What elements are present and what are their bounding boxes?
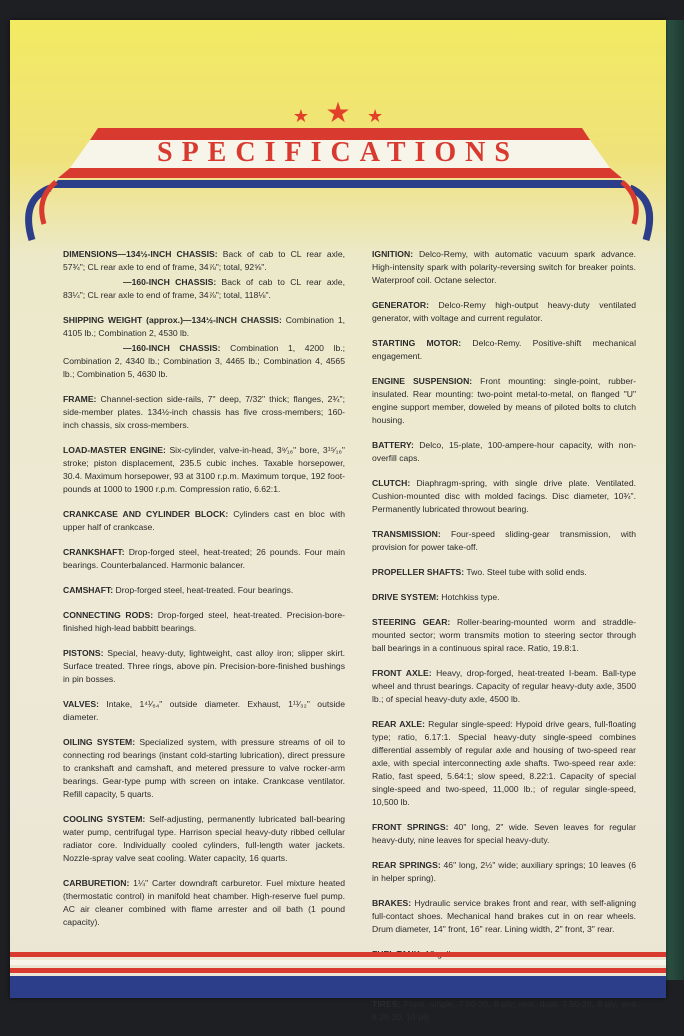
spec-heading: DIMENSIONS—134½-INCH CHASSIS: [63,249,218,259]
right-spec-column [372,248,636,1036]
spec-entry [372,248,636,287]
spec-heading: VALVES: [63,699,99,709]
spec-entry [372,998,636,1024]
spec-entry [372,859,636,885]
spec-heading: GENERATOR: [372,300,429,310]
spec-entry [372,566,636,579]
spec-entry [372,591,636,604]
red-stripe [10,952,666,957]
star-icon: ★ [292,106,309,126]
spec-heading: BATTERY: [372,440,414,450]
spec-heading: LOAD-MASTER ENGINE: [63,445,166,455]
spec-text: Drop-forged steel, heat-treated. Precision-bore-finished high-lead babbitt bearings. [63,610,345,633]
spec-heading: IGNITION: [372,249,414,259]
spec-text: Special, heavy-duty, lightweight, cast alloy iron; slipper skirt. Surface treated. Three rings, above pin. Precision-bore-finished bushings in pin bosses. [63,648,345,684]
spec-entry [372,477,636,516]
spec-entry [63,342,345,381]
spec-entry [372,667,636,706]
spec-sheet-page [10,20,666,1022]
spec-entry [372,375,636,427]
spec-heading: PISTONS: [63,648,104,658]
spec-text: Back of cab to CL rear axle, 83¼"; CL rear axle to end of frame, 34⅞"; total, 118⅛". [63,277,345,300]
spec-entry [63,698,345,724]
red-stripe [10,968,666,973]
spec-text: Delco-Remy. Positive-shift mechanical engagement. [372,338,636,361]
spec-entry [63,393,345,432]
bottom-stripes [10,952,666,998]
spec-entry [63,314,345,340]
spec-heading: CAMSHAFT: [63,585,114,595]
spec-entry [63,276,345,302]
spec-text: Two. Steel tube with solid ends. [464,567,587,577]
spec-text: Combination 1, 4200 lb.; Combination 2, 4340 lb.; Combination 3, 4465 lb.; Combination 4, 4565 lb.; Combination 5, 4630 lb. [63,343,345,379]
page-title: SPECIFICATIONS [157,137,519,168]
spec-entry [372,299,636,325]
spec-text: 40" long, 2" wide. Seven leaves for regular heavy-duty, nine leaves for special heavy-duty. [372,822,636,845]
spec-heading: FRONT AXLE: [372,668,432,678]
spec-heading: OILING SYSTEM: [63,737,136,747]
spec-entry [63,647,345,686]
spec-entry [63,877,345,929]
spec-heading: —160-INCH CHASSIS: [123,277,217,287]
spec-text: Delco, 15-plate, 100-ampere-hour capacity, with non-overfill caps. [372,440,636,463]
spec-text: Delco-Remy, with automatic vacuum spark advance. High-intensity spark with polarity-reversing switch for breaker points. Waterproof coil. Octane selector. [372,249,636,285]
spec-entry [63,736,345,801]
spec-text: Diaphragm-spring, with single drive plate. Ventilated. Cushion-mounted disc with molded facings. Disc diameter, 10¾". Permanently lubricated throwout bearing. [372,478,636,514]
spec-heading: REAR SPRINGS: [372,860,441,870]
spec-entry [372,616,636,655]
spec-text: Four-speed sliding-gear transmission, with provision for power take-off. [372,529,636,552]
spec-heading: ENGINE SUSPENSION: [372,376,473,386]
spec-entry [372,337,636,363]
spec-heading: COOLING SYSTEM: [63,814,146,824]
spec-text: Drop-forged steel, heat-treated; 26 pounds. Four main bearings. Counterbalanced. Harmonic balancer. [63,547,345,570]
spec-heading: PROPELLER SHAFTS: [372,567,465,577]
spec-entry [372,439,636,465]
spec-entry [63,813,345,865]
spec-heading: STARTING MOTOR: [372,338,462,348]
spec-text: Channel-section side-rails, 7" deep, 7/32" thick; flanges, 2¾"; side-member plates. 134½-inch chassis has five cross-members; 160-inch chassis, six cross-members. [63,394,345,430]
spec-entry [372,897,636,936]
spec-text: Self-adjusting, permanently lubricated ball-bearing water pump, centrifugal type. Harrison special heavy-duty ribbed cellular radiator core. Individually cooled cylinders, full-length water jackets. Nozzle-spray valve seat cooling. Water capacity, 16 quarts. [63,814,345,863]
spec-heading: TIRES: [372,999,401,1009]
spec-text: Cylinders cast en bloc with upper half of crankcase. [63,509,346,532]
spec-heading: CARBURETION: [63,878,130,888]
spec-text: Specialized system, with pressure streams of oil to connecting rod bearings (instant cold-starting lubrication), direct pressure to crankshaft and camshaft, and metered pressure to valve rocker-arm bearings. Gear-type pump with screen on intake. Crankcase ventilator. Refill capacity, 5 quarts. [63,737,345,799]
spec-entry [372,528,636,554]
spec-text: Regular single-speed: Hypoid drive gears, full-floating type; ratio, 6.17:1. Special heavy-duty single-speed combines differential assembly of regular axle and housing of two-speed rear axle, with special interconnecting axle shafts. Two-speed rear axle: Ratio, fast speed, 5.64:1; slow speed, 8.22:1. Capacity of special single-speed and two-speed, 11,000 lb.; of regular single-speed, 10,500 lb. [372,719,637,807]
spec-text: Combination 1, 4105 lb.; Combination 2, 4530 lb. [63,315,345,338]
spec-heading: CLUTCH: [372,478,411,488]
spec-heading: DRIVE SYSTEM: [372,592,439,602]
spec-text: Front mounting: single-point, rubber-insulated. Rear mounting: two-point metal-to-metal, on flanged "U" engine support member, doweled by means of piloted bolts to clutch housing. [372,376,636,425]
spec-entry [372,821,636,847]
spec-entry [63,248,345,274]
spec-text: Drop-forged steel, heat-treated. Four bearings. [113,585,294,595]
blue-band [10,976,666,998]
spec-heading: CRANKSHAFT: [63,547,125,557]
spec-heading: REAR AXLE: [372,719,425,729]
spec-text: 1¼" Carter downdraft carburetor. Fuel mixture heated (thermostatic control) in manifold heat chamber. High-reserve fuel pump. AC air cleaner combined with flame arrester and oil bath (1 pound capacity). [63,878,345,927]
spec-entry [63,584,345,597]
spec-text: Intake, 1⁴¹⁄₆₄" outside diameter. Exhaust, 1¹¹⁄₃₂" outside diameter. [63,699,345,722]
spec-text: Delco-Remy high-output heavy-duty ventilated generator, with voltage and current regulator. [372,300,636,323]
spec-text: Roller-bearing-mounted worm and straddle-mounted sector; worm transmits motion to steering sector through ball bearings in a continuous spiral race. Ratio, 19.8:1. [372,617,636,653]
spec-entry [63,444,345,496]
spec-text: Heavy, drop-forged, heat-treated I-beam. Ball-type wheel and thrust bearings. Capacity of regular heavy-duty axle, 3500 lb.; of special heavy-duty axle, 4500 lb. [372,668,636,704]
spec-text: 46" long, 2½" wide; auxiliary springs; 10 leaves (6 in helper spring). [372,860,637,883]
spec-heading: TRANSMISSION: [372,529,441,539]
spec-heading: BRAKES: [372,898,412,908]
spec-text: Hotchkiss type. [438,592,500,602]
spec-heading: CONNECTING RODS: [63,610,154,620]
white-stripe [10,960,666,965]
spec-text: Front, single, 7.50-20, 8-ply; rear, dual, 7.50-20, 8-ply, and 8.25-20, 10-ply. [372,999,636,1022]
spec-entry [63,609,345,635]
spec-heading: SHIPPING WEIGHT (approx.)—134½-INCH CHASSIS: [63,315,282,325]
star-icon: ★ [367,106,384,126]
left-spec-column [63,248,345,941]
spec-heading: —160-INCH CHASSIS: [123,343,221,353]
spec-heading: STEERING GEAR: [372,617,451,627]
spec-heading: FRONT SPRINGS: [372,822,449,832]
star-icon: ★ [325,97,351,128]
spec-text: Six-cylinder, valve-in-head, 3⁹⁄₁₆" bore, 3¹⁵⁄₁₆" stroke; piston displacement, 235.5 cubic inches. Taxable horsepower, 30.4. Maximum horsepower, 93 at 3100 r.p.m. Maximum torque, 192 foot-pounds at 1000 to 1900 r.p.m. Compression ratio, 6.62:1. [63,445,345,494]
spec-entry [63,546,345,572]
spec-text: Back of cab to CL rear axle, 57¾"; CL rear axle to end of frame, 34⅞"; total, 92⅝". [63,249,345,272]
spec-entry [63,508,345,534]
spec-entry [372,718,636,809]
spec-heading: CRANKCASE AND CYLINDER BLOCK: [63,509,229,519]
spec-heading: FRAME: [63,394,97,404]
spec-text: Hydraulic service brakes front and rear, with self-aligning full-contact shoes. Mechanical hand brakes cut in on rear wheels. Drum diameter, 14" front, 16" rear. Lining width, 2" front, 3" rear. [372,898,636,934]
